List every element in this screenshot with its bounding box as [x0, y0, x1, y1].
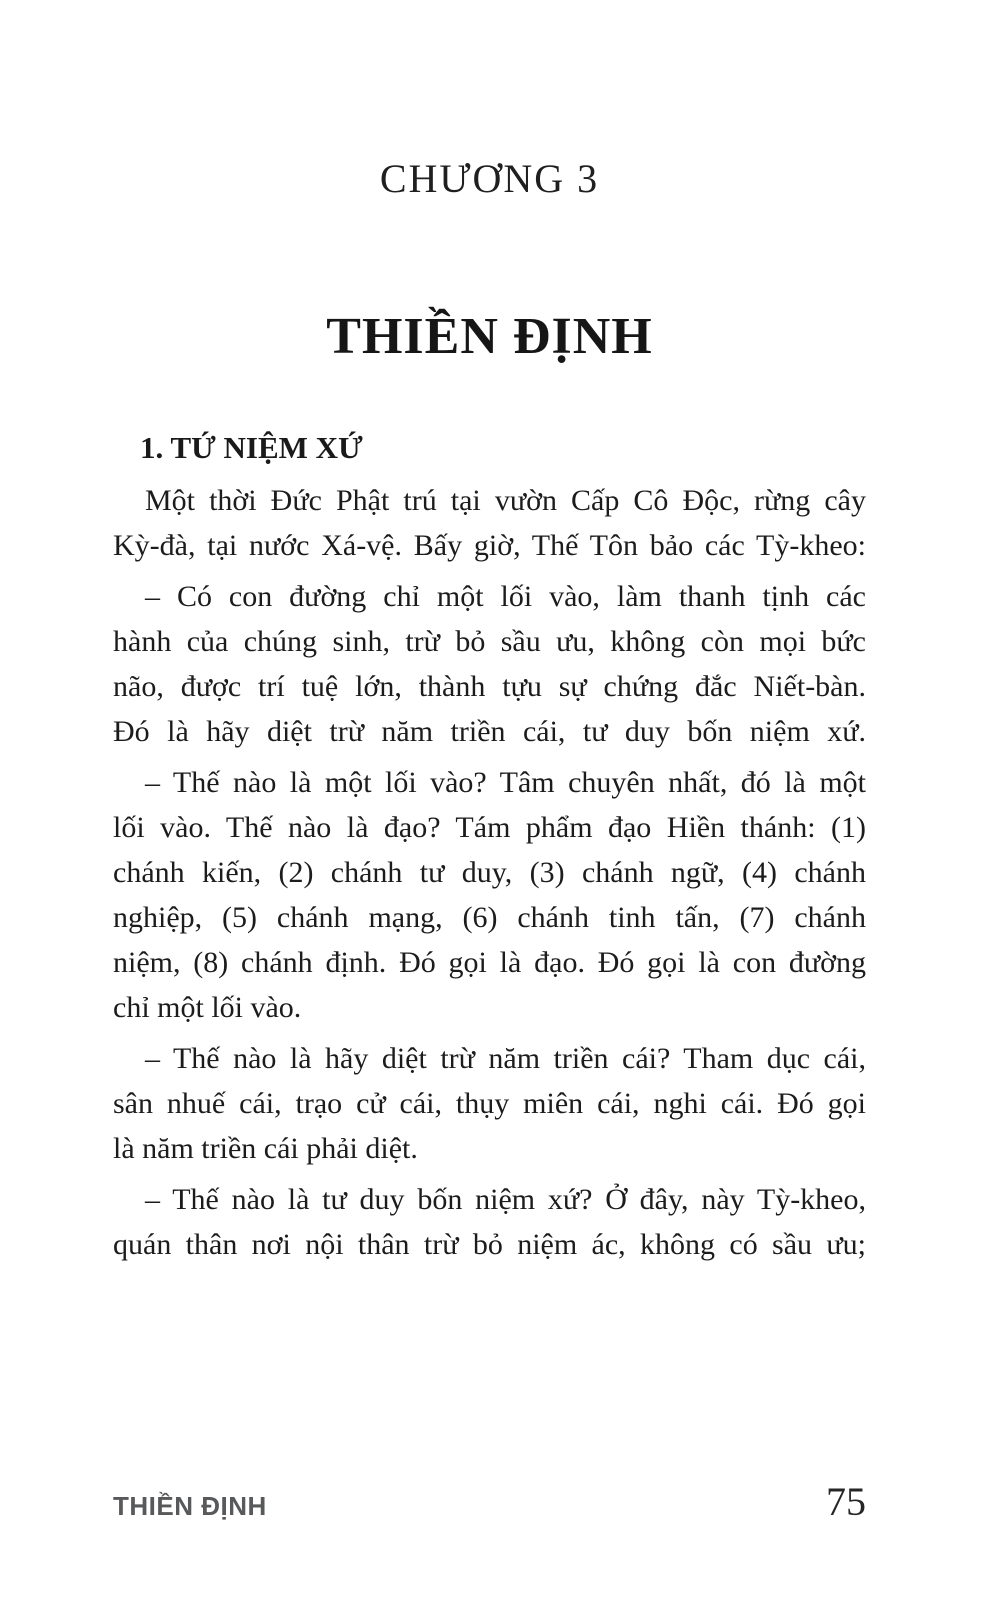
text-line: – Thế nào là một lối vào? Tâm chuyên nhất, đó là một — [145, 766, 866, 799]
text-line: niệm, (8) chánh định. Đó gọi là đạo. Đó gọi là con đường — [113, 946, 866, 979]
paragraph — [113, 1036, 866, 1171]
section-heading: 1. TỨ NIỆM XỨ — [140, 430, 363, 465]
text-line: – Thế nào là tư duy bốn niệm xứ? Ở đây, này Tỳ-kheo, — [145, 1183, 866, 1216]
text-line: sân nhuế cái, trạo cử cái, thụy miên cái, nghi cái. Đó gọi — [113, 1087, 866, 1120]
text-line: chỉ một lối vào. — [113, 991, 302, 1024]
paragraph — [113, 478, 866, 568]
text-line: Một thời Đức Phật trú tại vườn Cấp Cô Độc, rừng cây — [145, 484, 866, 517]
text-line: – Thế nào là hãy diệt trừ năm triền cái? Tham dục cái, — [145, 1042, 866, 1075]
text-line: não, được trí tuệ lớn, thành tựu sự chứng đắc Niết-bàn. — [113, 670, 866, 703]
chapter-label: CHƯƠNG 3 — [379, 156, 600, 201]
text-line: là năm triền cái phải diệt. — [113, 1132, 418, 1165]
page-footer — [113, 1481, 866, 1523]
book-page — [0, 157, 1000, 1597]
text-line: – Có con đường chỉ một lối vào, làm thanh tịnh các — [145, 580, 866, 613]
text-line: Đó là hãy diệt trừ năm triền cái, tư duy bốn niệm xứ. — [113, 715, 866, 748]
text-line: nghiệp, (5) chánh mạng, (6) chánh tinh tấn, (7) chánh — [113, 901, 866, 934]
running-title: THIỀN ĐỊNH — [113, 1491, 267, 1521]
paragraph — [113, 1177, 866, 1267]
text-line: chánh kiến, (2) chánh tư duy, (3) chánh ngữ, (4) chánh — [113, 856, 866, 889]
page-title: THIỀN ĐỊNH — [326, 308, 653, 365]
text-line: hành của chúng sinh, trừ bỏ sầu ưu, không còn mọi bức — [113, 625, 866, 658]
body-paragraphs — [113, 478, 866, 1267]
paragraph — [113, 574, 866, 754]
text-line: Kỳ-đà, tại nước Xá-vệ. Bấy giờ, Thế Tôn bảo các Tỳ-kheo: — [113, 529, 866, 562]
text-line: quán thân nơi nội thân trừ bỏ niệm ác, không có sầu ưu; — [113, 1228, 866, 1261]
paragraph — [113, 760, 866, 1030]
page-number: 75 — [826, 1479, 866, 1524]
text-line: lối vào. Thế nào là đạo? Tám phẩm đạo Hiền thánh: (1) — [113, 811, 866, 844]
